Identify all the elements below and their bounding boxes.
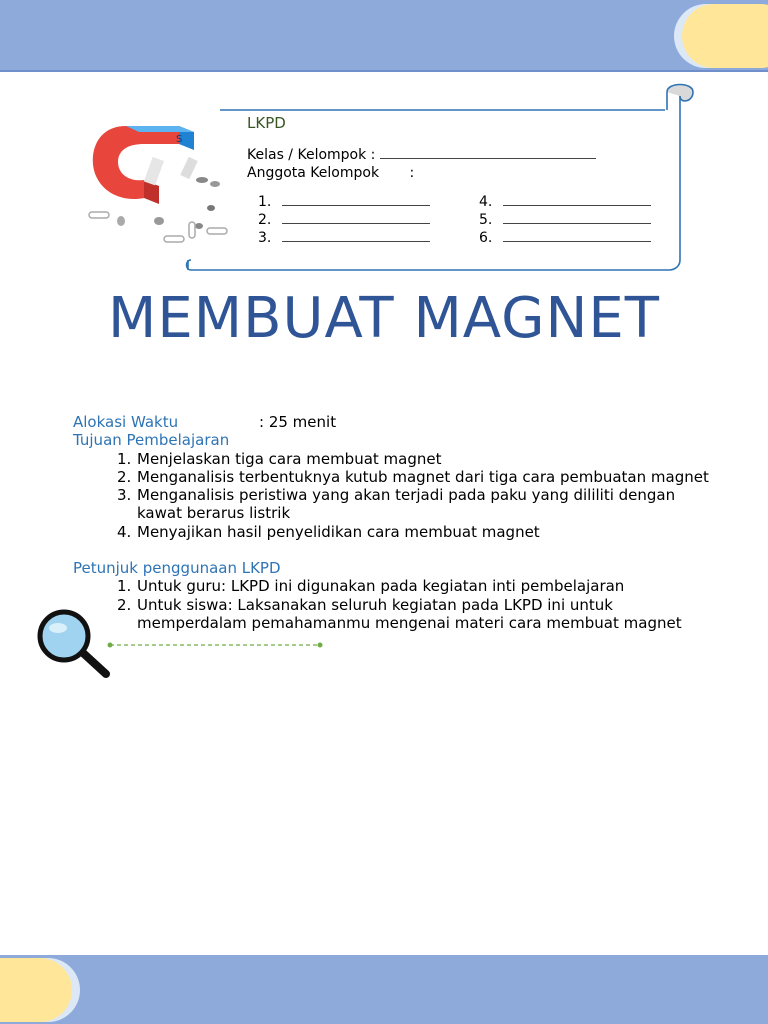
member-2: 2. — [258, 211, 430, 228]
tujuan-list — [73, 450, 713, 541]
alokasi-value: : 25 menit — [259, 413, 337, 431]
member-blank[interactable] — [503, 211, 651, 224]
anggota-colon: : — [409, 165, 415, 181]
member-3: 3. — [258, 229, 430, 246]
member-6: 6. — [479, 229, 651, 246]
list-item: 2. Menganalisis terbentuknya kutub magnet dari tiga cara pembuatan magnet — [117, 467, 709, 486]
list-item: 1. Menjelaskan tiga cara membuat magnet — [117, 449, 442, 468]
anggota-row — [247, 165, 414, 181]
member-blank[interactable] — [503, 193, 651, 206]
petunjuk-list — [73, 577, 713, 632]
bottom-decor-band — [0, 955, 768, 1024]
bottom-left-pill-decor — [0, 958, 72, 1022]
member-blank[interactable] — [282, 193, 430, 206]
lkpd-label: LKPD — [247, 114, 286, 132]
magnifying-glass-icon — [36, 608, 116, 680]
magnet-pole-label: S — [176, 134, 183, 145]
kelas-blank[interactable] — [380, 146, 596, 159]
kelas-label: Kelas / Kelompok : — [247, 147, 376, 163]
anggota-label: Anggota Kelompok — [247, 165, 380, 181]
list-item: 4. Menyajikan hasil penyelidikan cara membuat magnet — [117, 522, 540, 541]
alokasi-row — [73, 413, 713, 431]
member-4: 4. — [479, 193, 651, 210]
top-right-pill-decor — [682, 4, 768, 68]
member-blank[interactable] — [282, 229, 430, 242]
dashed-connector — [106, 641, 326, 649]
petunjuk-heading: Petunjuk penggunaan LKPD — [73, 559, 281, 578]
list-item: 2. Untuk siswa: Laksanakan seluruh kegiatan pada LKPD ini untuk memperdalam pemahamanmu mengenai materi cara membuat magnet — [117, 595, 682, 632]
member-blank[interactable] — [503, 229, 651, 242]
kelas-row — [247, 146, 596, 163]
page-title: MEMBUAT MAGNET — [108, 286, 660, 351]
top-decor-band — [0, 0, 768, 72]
member-1: 1. — [258, 193, 430, 210]
member-blank[interactable] — [282, 211, 430, 224]
list-item: 3. Menganalisis peristiwa yang akan terjadi pada paku yang dililiti dengan kawat berarus listrik — [117, 486, 676, 523]
member-5: 5. — [479, 211, 651, 228]
alokasi-label: Alokasi Waktu — [73, 413, 179, 431]
list-item: 1. Untuk guru: LKPD ini digunakan pada kegiatan inti pembelajaran — [117, 577, 625, 596]
info-section — [73, 413, 713, 632]
tujuan-heading: Tujuan Pembelajaran — [73, 431, 230, 450]
